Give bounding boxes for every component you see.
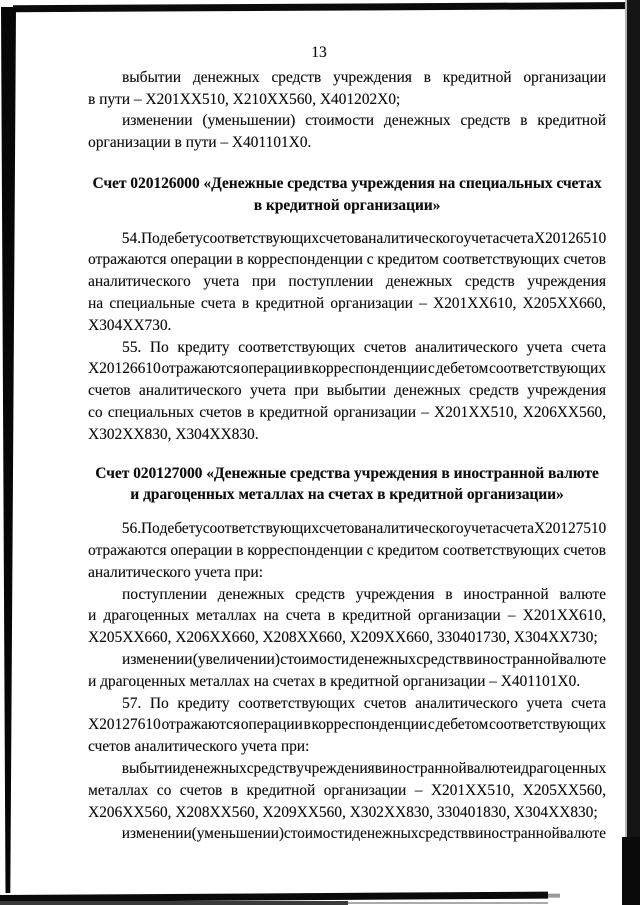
- text-line: изменении (уменьшении) стоимости денежных средств в иностранной валюте: [121, 825, 606, 843]
- text-line: 55. По кредиту соответствующих счетов аналитического учета счета: [122, 338, 606, 356]
- text-line: Х206ХХ560, Х208ХХ560, Х209ХХ560, Х302ХХ830, 330401830, Х304ХХ830;: [88, 803, 598, 821]
- paragraph-56-increase: [88, 649, 606, 693]
- paragraph-56: [88, 518, 606, 583]
- paragraph-disposal-in-transit: [88, 67, 606, 111]
- text-line: аналитического учета при поступлении денежных средств учреждения: [88, 273, 606, 291]
- section-heading-account-020126000: [88, 173, 606, 217]
- scan-artifact-left-edge: [1, 7, 16, 893]
- heading-line: в кредитной организации»: [253, 196, 441, 214]
- text-line: изменении (увеличении) стоимости денежных средств в иностранной валюте: [122, 650, 606, 668]
- paragraph-54: [88, 228, 606, 337]
- scan-artifact-bottom-edge-2: [0, 901, 348, 905]
- text-line: 54. По дебету соответствующих счетов аналитического учета счета Х20126510: [121, 229, 607, 247]
- text-line: аналитического учета при:: [88, 563, 263, 581]
- text-line: выбытии денежных средств учреждения в кредитной организации: [122, 68, 606, 86]
- text-line: на специальные счета в кредитной организации – Х201ХХ610, Х205ХХ660,: [88, 294, 606, 312]
- heading-line: Счет 020127000 «Денежные средства учреждения в иностранной валюте: [95, 464, 599, 482]
- paragraph-57-disposal: [88, 758, 606, 823]
- paragraph-57: [88, 693, 606, 758]
- text-line: Х205ХХ660, Х206ХХ660, Х208ХХ660, Х209ХХ660, 330401730, Х304ХХ730;: [88, 629, 598, 647]
- paragraph-57-decrease: [88, 823, 606, 845]
- paragraph-56-receipt: [88, 584, 606, 649]
- paragraph-55: [88, 337, 606, 446]
- text-line: счетов аналитического учета при:: [88, 738, 310, 756]
- text-line: металлах со счетов в кредитной организации – Х201ХХ510, Х205ХХ560,: [88, 781, 606, 799]
- scan-artifact-bottom-edge: [0, 892, 548, 902]
- text-line: отражаются операции в корреспонденции с кредитом соответствующих счетов: [88, 251, 606, 269]
- paragraph-decrease-in-transit: [88, 110, 606, 154]
- text-line: отражаются операции в корреспонденции с кредитом соответствующих счетов: [88, 541, 606, 559]
- text-line: Х302ХХ830, Х304ХХ830.: [88, 425, 259, 443]
- text-line: со специальных счетов в кредитной организации – Х201ХХ510, Х206ХХ560,: [88, 403, 606, 421]
- scan-artifact-right-edge: [625, 0, 640, 905]
- heading-line: Счет 020126000 «Денежные средства учреждения на специальных счетах: [92, 174, 602, 192]
- heading-line: и драгоценных металлах на счетах в кредитной организации»: [130, 486, 564, 504]
- text-line: счетов аналитического учета при выбытии денежных средств учреждения: [88, 382, 606, 400]
- text-line: и драгоценных металлах на счета в кредитной организации – Х201ХХ610,: [88, 607, 606, 625]
- text-line: выбытии денежных средств учреждения в иностранной валюте и драгоценных: [121, 759, 607, 777]
- text-line: Х304ХХ730.: [88, 316, 172, 334]
- text-line: и драгоценных металлах на счетах в кредитной организации – Х401101Х0.: [88, 672, 581, 690]
- scan-artifact-bottom-right-corner: [622, 837, 640, 905]
- text-line: Х20127610 отражаются операции в корреспонденции с дебетом соответствующих: [88, 716, 606, 734]
- text-line: поступлении денежных средств учреждения в иностранной валюте: [122, 585, 606, 603]
- document-text-column: [88, 42, 606, 845]
- text-line: Х20126610 отражаются операции в корреспонденции с дебетом соответствующих: [88, 360, 606, 378]
- section-heading-account-020127000: [88, 463, 606, 507]
- scan-artifact-top-edge: [13, 2, 640, 12]
- text-line: в пути – Х201ХХ510, Х210ХХ560, Х401202Х0;: [88, 90, 401, 108]
- text-line: 56. По дебету соответствующих счетов аналитического учета счета Х20127510: [121, 520, 607, 538]
- text-line: изменении (уменьшении) стоимости денежных средств в кредитной: [122, 112, 606, 130]
- text-line: организации в пути – Х401101Х0.: [88, 134, 312, 152]
- page-number: 13: [311, 44, 327, 61]
- text-line: 57. По кредиту соответствующих счетов аналитического учета счета: [122, 694, 606, 712]
